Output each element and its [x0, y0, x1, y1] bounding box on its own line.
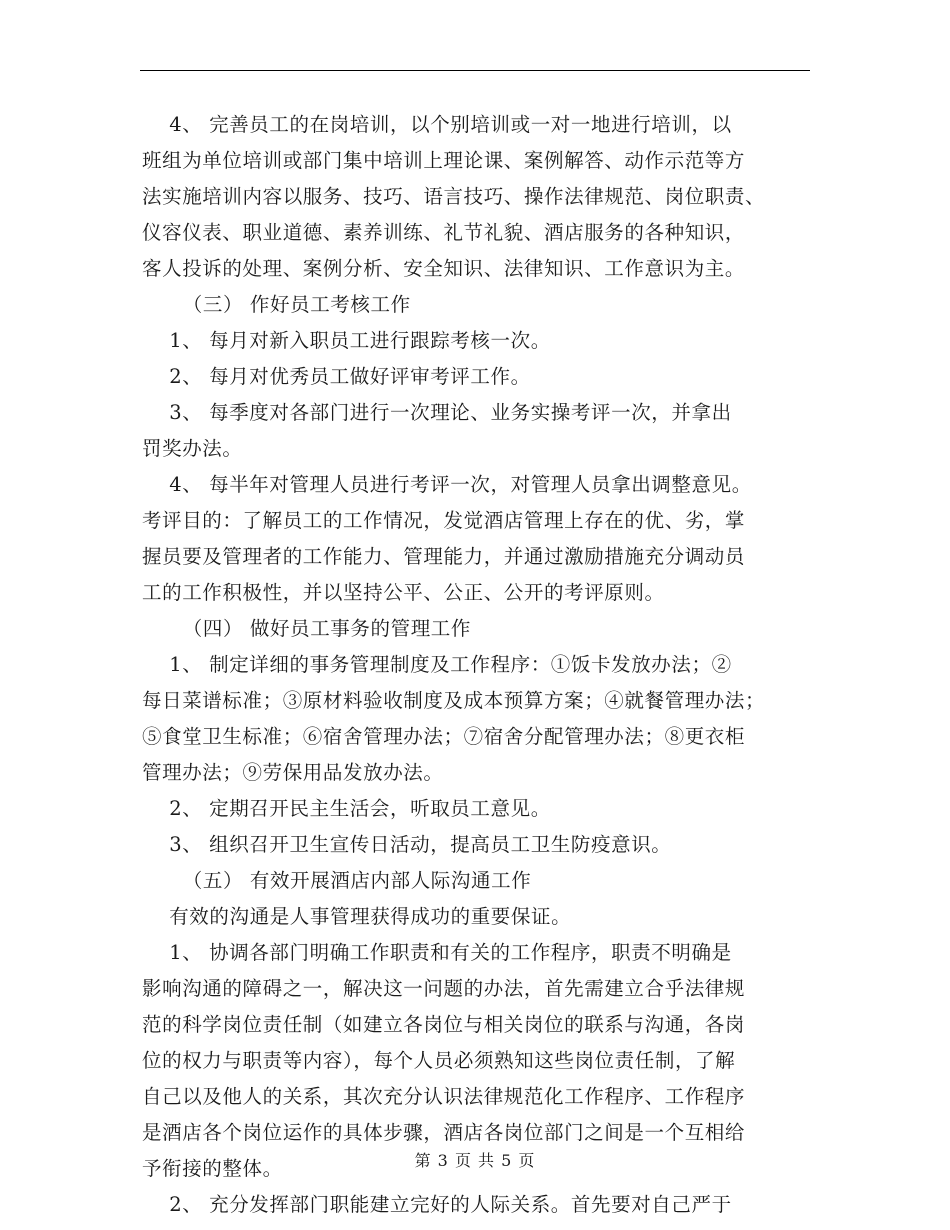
body-line: 1、 每月对新入职员工进行跟踪考核一次。	[142, 329, 551, 352]
body-line: 自己以及他人的关系，其次充分认识法律规范化工作程序、工作程序	[142, 1085, 746, 1108]
body-line: 2、 每月对优秀员工做好评审考评工作。	[142, 365, 531, 388]
section-heading: （三） 作好员工考核工作	[142, 293, 411, 316]
body-line: 予衔接的整体。	[142, 1157, 283, 1180]
section-heading: （五） 有效开展酒店内部人际沟通工作	[142, 869, 532, 892]
body-line: 1、 协调各部门明确工作职责和有关的工作程序，职责不明确是	[142, 941, 732, 964]
body-line: 3、 每季度对各部门进行一次理论、业务实操考评一次，并拿出	[142, 401, 732, 424]
body-line: 有效的沟通是人事管理获得成功的重要保证。	[142, 905, 572, 928]
page-number-footer: 第 3 页 共 5 页	[414, 1151, 536, 1170]
document-body	[142, 107, 814, 1223]
body-line: 仪容仪表、职业道德、素养训练、礼节礼貌、酒店服务的各种知识，	[142, 221, 746, 244]
body-line: ⑤食堂卫生标准；⑥宿舍管理办法；⑦宿舍分配管理办法；⑧更衣柜	[142, 725, 746, 748]
body-line: 罚奖办法。	[142, 437, 243, 460]
body-line: 2、 定期召开民主生活会，听取员工意见。	[142, 797, 551, 820]
body-line: 法实施培训内容以服务、技巧、语言技巧、操作法律规范、岗位职责、	[142, 185, 766, 208]
section-heading: （四） 做好员工事务的管理工作	[142, 617, 471, 640]
body-line: 位的权力与职责等内容），每个人员必须熟知这些岗位责任制，了解	[142, 1049, 736, 1072]
body-line: 范的科学岗位责任制（如建立各岗位与相关岗位的联系与沟通，各岗	[142, 1013, 746, 1036]
body-line: 3、 组织召开卫生宣传日活动，提高员工卫生防疫意识。	[142, 833, 672, 856]
body-line: 4、 完善员工的在岗培训，以个别培训或一对一地进行培训，以	[142, 113, 732, 136]
body-line: 1、 制定详细的事务管理制度及工作程序：①饭卡发放办法；②	[142, 653, 732, 676]
header-rule	[140, 70, 810, 71]
body-line: 是酒店各个岗位运作的具体步骤，酒店各岗位部门之间是一个互相给	[142, 1121, 746, 1144]
body-line: 影响沟通的障碍之一，解决这一问题的办法，首先需建立合乎法律规	[142, 977, 746, 1000]
body-line: 班组为单位培训或部门集中培训上理论课、案例解答、动作示范等方	[142, 149, 746, 172]
body-line: 4、 每半年对管理人员进行考评一次，对管理人员拿出调整意见。	[142, 473, 752, 496]
body-line: 客人投诉的处理、案例分析、安全知识、法律知识、工作意识为主。	[142, 257, 746, 280]
body-line: 2、 充分发挥部门职能建立完好的人际关系。首先要对自己严于	[142, 1193, 732, 1216]
body-line: 管理办法；⑨劳保用品发放办法。	[142, 761, 444, 784]
body-line: 考评目的：了解员工的工作情况，发觉酒店管理上存在的优、劣，掌	[142, 509, 746, 532]
body-line: 握员要及管理者的工作能力、管理能力，并通过激励措施充分调动员	[142, 545, 746, 568]
body-line: 每日菜谱标准；③原材料验收制度及成本预算方案；④就餐管理办法；	[142, 689, 766, 712]
body-line: 工的工作积极性，并以坚持公平、公正、公开的考评原则。	[142, 581, 665, 604]
